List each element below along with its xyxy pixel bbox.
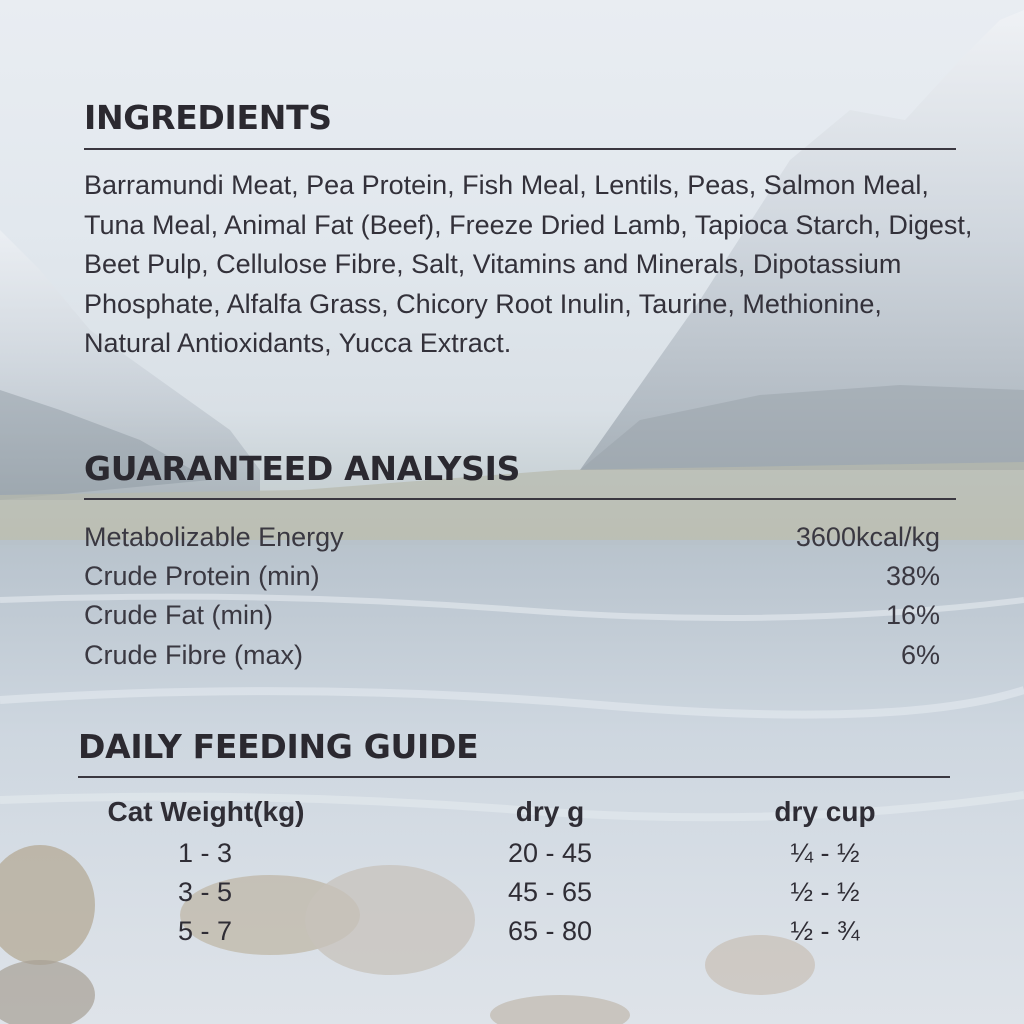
feeding-title: DAILY FEEDING GUIDE bbox=[78, 727, 479, 766]
feeding-cell-weight: 3 - 5 bbox=[177, 877, 233, 907]
feeding-divider bbox=[78, 776, 950, 778]
feeding-cell-weight: 5 - 7 bbox=[177, 916, 233, 946]
analysis-value: 16% bbox=[885, 599, 940, 630]
ingredients-divider bbox=[84, 148, 956, 150]
analysis-value: 6% bbox=[900, 639, 940, 670]
feeding-cell-dry-cup: ½ - ½ bbox=[790, 877, 860, 907]
feeding-cell-dry-cup: ½ - ¾ bbox=[790, 916, 860, 946]
feeding-header-dry-cup: dry cup bbox=[774, 796, 876, 827]
ingredients-title: INGREDIENTS bbox=[84, 98, 332, 137]
analysis-label: Crude Fat (min) bbox=[84, 599, 274, 630]
analysis-divider bbox=[84, 498, 956, 500]
analysis-title: GUARANTEED ANALYSIS bbox=[84, 449, 521, 488]
analysis-row bbox=[84, 558, 940, 594]
feeding-cell-weight: 1 - 3 bbox=[177, 838, 233, 868]
feeding-cell-dry-g: 20 - 45 bbox=[507, 838, 593, 868]
analysis-label: Crude Fibre (max) bbox=[84, 639, 304, 670]
feeding-header-weight: Cat Weight(kg) bbox=[107, 796, 305, 827]
analysis-value: 3600kcal/kg bbox=[795, 521, 940, 552]
feeding-cell-dry-g: 45 - 65 bbox=[507, 877, 593, 907]
ingredients-list: Barramundi Meat, Pea Protein, Fish Meal, Lentils, Peas, Salmon Meal, Tuna Meal, Animal Fat (Beef), Freeze Dried Lamb, Tapioca Starch, Digest, Beet Pulp, Cellulose Fibre, Salt, Vitamins and Minerals, Dipotassium Phosphate, Alfalfa Grass, Chicory Root Inulin, Taurine, Methionine, Natural Antioxidants, Yucca Extract. bbox=[84, 170, 973, 358]
analysis-label: Crude Protein (min) bbox=[84, 560, 320, 591]
feeding-cell-dry-g: 65 - 80 bbox=[507, 916, 593, 946]
analysis-value: 38% bbox=[885, 560, 940, 591]
feeding-header-dry-g: dry g bbox=[515, 796, 585, 827]
analysis-row bbox=[84, 519, 940, 555]
analysis-row bbox=[84, 597, 940, 633]
analysis-row bbox=[84, 637, 940, 673]
feeding-cell-dry-cup: ¼ - ½ bbox=[790, 838, 860, 868]
analysis-label: Metabolizable Energy bbox=[84, 521, 344, 552]
